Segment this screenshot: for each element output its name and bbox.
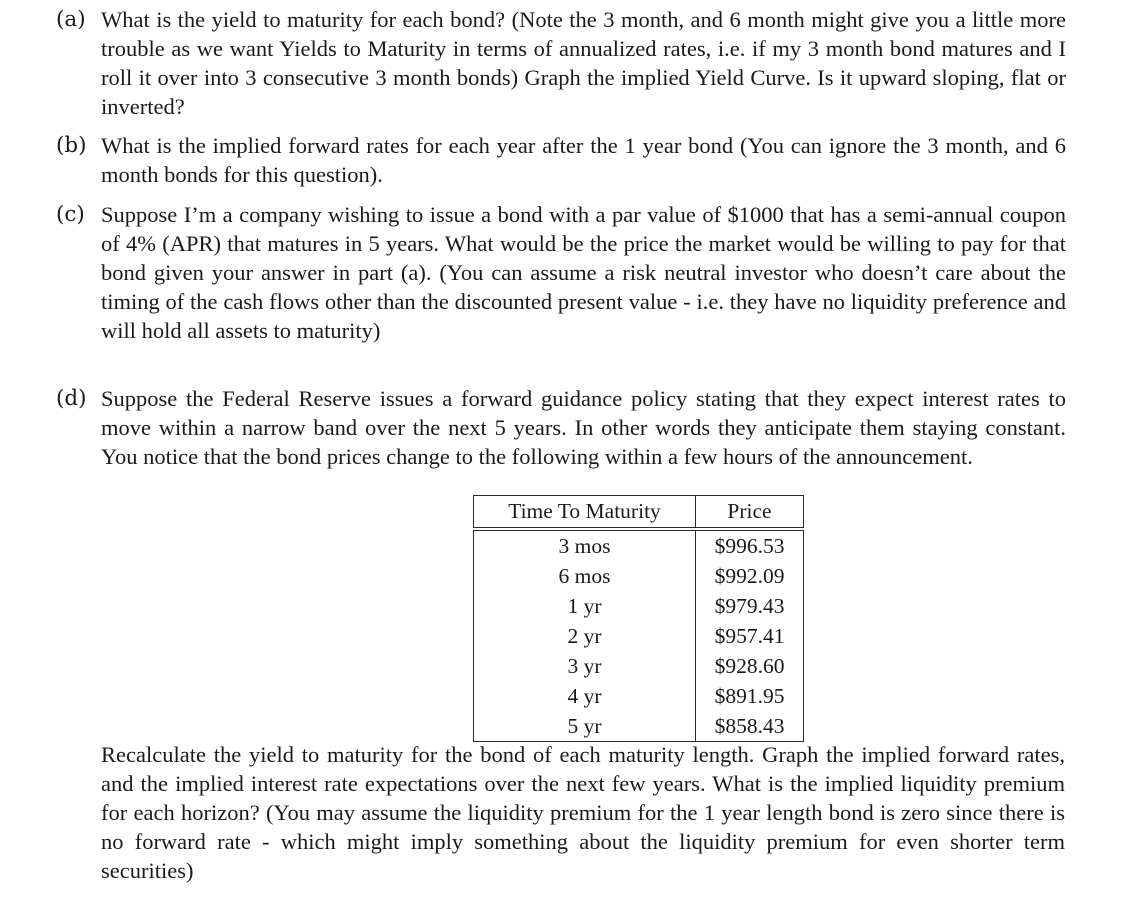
price-cell: $858.43 <box>696 711 804 742</box>
table-row <box>474 711 804 742</box>
maturity-cell: 3 yr <box>474 651 696 681</box>
question-c-text: Suppose I’m a company wishing to issue a bond with a par value of $1000 that has a semi-annual coupon of 4% (APR) that matures in 5 years. What would be the price the market would be willing to pay for that bond given your answer in part (a). (You can assume a risk neutral investor who doesn’t care about the timing of the cash flows other than the discounted present value - i.e. they have no liquidity preference and will hold all assets to maturity) <box>101 202 1066 343</box>
price-column-header: Price <box>696 496 804 530</box>
maturity-cell: 5 yr <box>474 711 696 742</box>
question-b <box>56 131 1066 189</box>
table-row <box>474 681 804 711</box>
question-a-text: What is the yield to maturity for each bond? (Note the 3 month, and 6 month might give you a little more trouble as we want Yields to Maturity in terms of annualized rates, i.e. if my 3 month bond matures and I roll it over into 3 consecutive 3 month bonds) Graph the implied Yield Curve. Is it upward sloping, flat or inverted? <box>101 7 1066 119</box>
price-cell: $996.53 <box>696 529 804 561</box>
maturity-cell: 4 yr <box>474 681 696 711</box>
question-d-label: (d) <box>56 386 87 411</box>
price-cell: $891.95 <box>696 681 804 711</box>
table-row <box>474 651 804 681</box>
question-c-label: (c) <box>56 202 85 227</box>
bond-price-table <box>473 495 804 742</box>
table-row <box>474 561 804 591</box>
maturity-cell: 2 yr <box>474 621 696 651</box>
price-cell: $957.41 <box>696 621 804 651</box>
price-cell: $928.60 <box>696 651 804 681</box>
maturity-column-header: Time To Maturity <box>474 496 696 530</box>
question-d-followup-text: Recalculate the yield to maturity for the bond of each maturity length. Graph the implied forward rates, and the implied interest rate expectations over the next few years. What is the implied liquidity premium for each horizon? (You may assume the liquidity premium for the 1 year length bond is zero since there is no forward rate - which might imply something about the liquidity premium for even shorter term securities) <box>101 742 1065 883</box>
question-b-text: What is the implied forward rates for each year after the 1 year bond (You can ignore the 3 month, and 6 month bonds for this question). <box>101 133 1066 187</box>
question-a-label: (a) <box>56 7 86 32</box>
maturity-cell: 6 mos <box>474 561 696 591</box>
table-row <box>474 591 804 621</box>
table-row <box>474 621 804 651</box>
question-d <box>56 384 1066 471</box>
price-cell: $979.43 <box>696 591 804 621</box>
maturity-cell: 3 mos <box>474 529 696 561</box>
question-d-text: Suppose the Federal Reserve issues a forward guidance policy stating that they expect interest rates to move within a narrow band over the next 5 years. In other words they anticipate them staying constant. You notice that the bond prices change to the following within a few hours of the announcement. <box>101 386 1066 469</box>
table-header-row <box>474 496 804 530</box>
price-cell: $992.09 <box>696 561 804 591</box>
maturity-cell: 1 yr <box>474 591 696 621</box>
question-c <box>56 200 1066 345</box>
table-row <box>474 529 804 561</box>
question-a <box>56 5 1066 121</box>
question-b-label: (b) <box>56 133 87 158</box>
